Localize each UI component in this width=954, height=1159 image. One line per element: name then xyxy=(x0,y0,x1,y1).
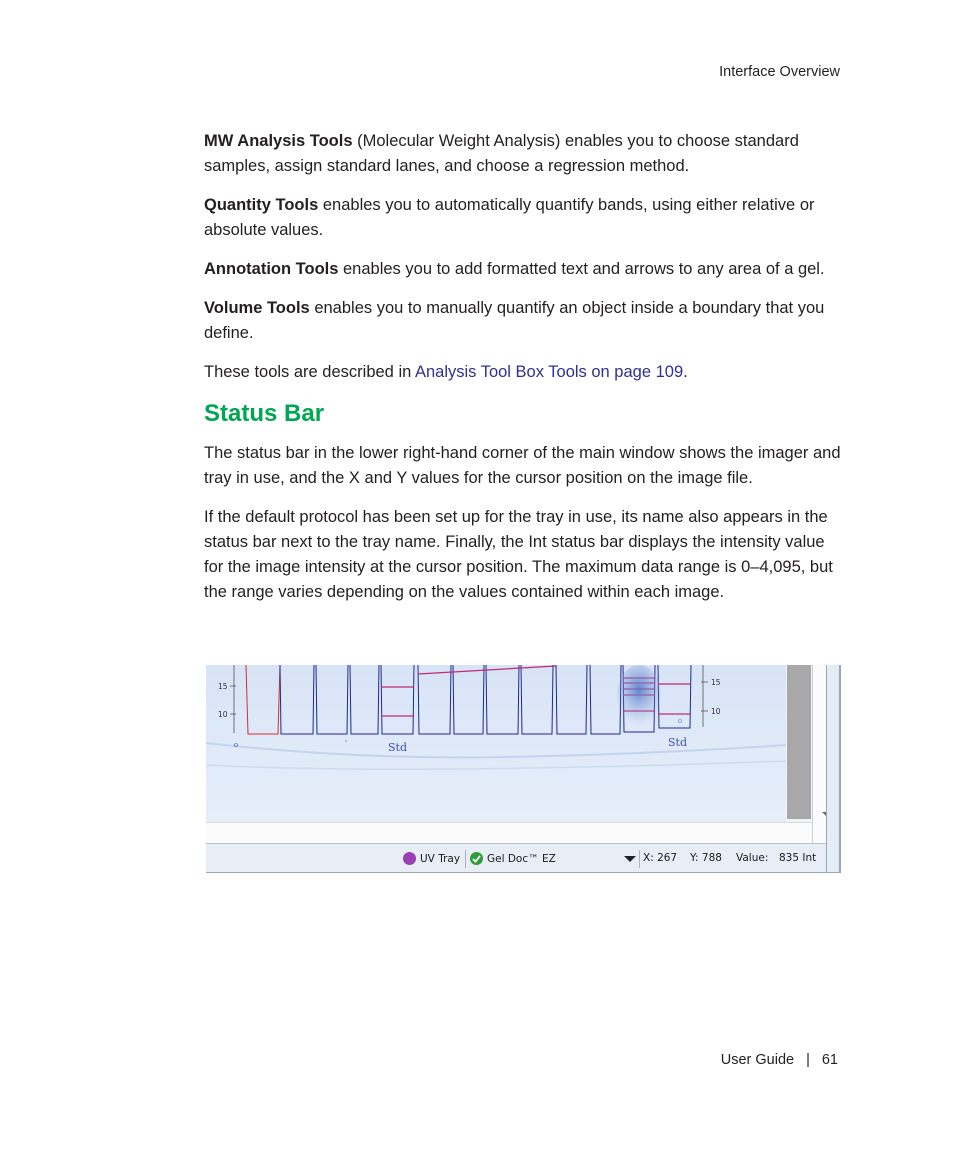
paragraph-mw-tools xyxy=(204,129,844,179)
purple-circle-icon xyxy=(403,852,416,865)
band-blob xyxy=(617,665,661,725)
status-divider xyxy=(639,850,640,868)
section-heading-status-bar: Status Bar xyxy=(204,400,325,427)
status-imager xyxy=(470,852,556,865)
status-x: X: 267 xyxy=(643,852,678,864)
desc-quantity-tools: enables you to automatically quantify bands, using either relative or absolute values. xyxy=(204,196,815,239)
std-label-right: Std xyxy=(668,736,687,749)
left-tick-15: 15 xyxy=(218,682,228,691)
footer-guide: User Guide xyxy=(720,1052,795,1068)
running-header: Interface Overview xyxy=(719,64,840,80)
page-number: 61 xyxy=(821,1052,838,1068)
paragraph-described xyxy=(204,360,844,385)
status-bar xyxy=(206,843,826,873)
described-prefix: These tools are described in xyxy=(204,363,415,381)
std-label-left: Std xyxy=(388,741,407,754)
vertical-scrollbar-thumb[interactable] xyxy=(787,665,811,819)
status-value: 835 Int xyxy=(779,852,817,864)
term-mw-tools: MW Analysis Tools xyxy=(204,132,353,150)
term-quantity-tools: Quantity Tools xyxy=(204,196,319,214)
term-volume-tools: Volume Tools xyxy=(204,299,310,317)
status-bar-screenshot xyxy=(206,665,841,873)
paragraph-status-bar-2: If the default protocol has been set up for the tray in use, its name also appears in the status bar next to the tray name. Finally, the Int status bar displays the intensity value for the image intensity at the cursor position. The maximum data range is 0–4,095, but the range varies depending on the values contained within each image. xyxy=(204,508,833,601)
status-y: Y: 788 xyxy=(690,852,722,864)
protocol-dropdown-icon[interactable] xyxy=(623,854,637,864)
desc-mw-tools: (Molecular Weight Analysis) enables you to choose standard samples, assign standard lanes, and choose a regression method. xyxy=(204,132,799,175)
main-content xyxy=(204,129,844,619)
term-annotation-tools: Annotation Tools xyxy=(204,260,339,278)
left-tick-10: 10 xyxy=(218,710,228,719)
window-border xyxy=(826,665,838,872)
status-imager-label: Gel Doc™ EZ xyxy=(487,853,556,865)
paragraph-quantity-tools xyxy=(204,193,844,243)
desc-annotation-tools: enables you to add formatted text and arrows to any area of a gel. xyxy=(338,260,825,278)
right-tick-15: 15 xyxy=(711,678,721,687)
green-check-icon xyxy=(470,852,483,865)
footer-separator: | xyxy=(806,1052,810,1068)
gel-image xyxy=(206,665,786,822)
paragraph-volume-tools xyxy=(204,296,844,346)
status-tray xyxy=(403,852,460,865)
horizontal-scrollbar[interactable] xyxy=(206,822,812,843)
desc-volume-tools: enables you to manually quantify an object inside a boundary that you define. xyxy=(204,299,825,342)
status-tray-label: UV Tray xyxy=(420,853,461,865)
described-suffix: . xyxy=(683,363,688,381)
status-value-label: Value: xyxy=(736,852,769,864)
status-divider xyxy=(465,850,466,868)
paragraph-annotation-tools xyxy=(204,257,844,282)
cross-reference-link[interactable]: Analysis Tool Box Tools on page 109 xyxy=(414,363,684,381)
page-footer xyxy=(721,1052,838,1068)
right-tick-10: 10 xyxy=(711,707,721,716)
paragraph-status-bar-1: The status bar in the lower right-hand corner of the main window shows the imager and tray in use, and the X and Y values for the cursor position on the image file. xyxy=(204,444,841,487)
